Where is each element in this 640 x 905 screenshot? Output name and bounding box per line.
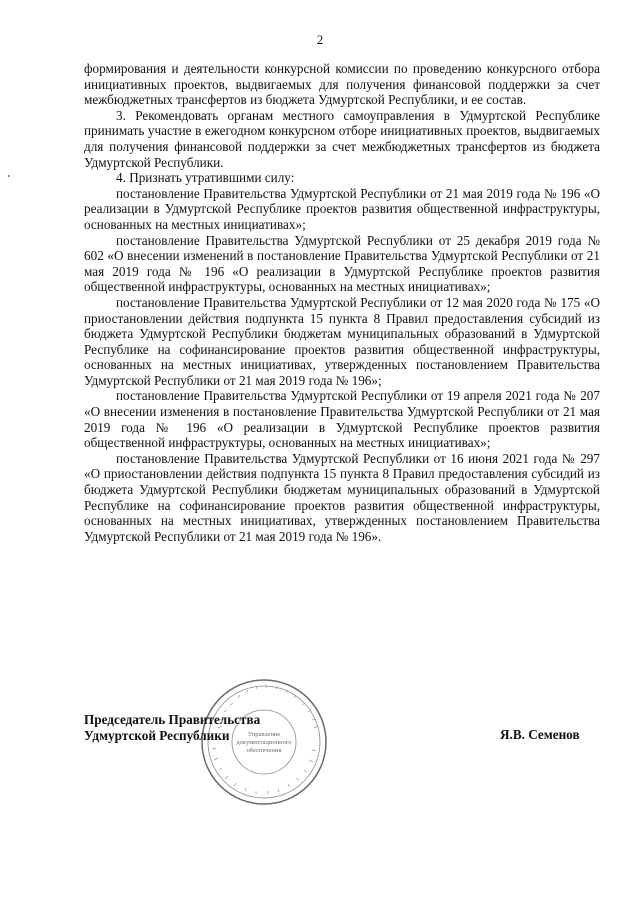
repealed-act-2: постановление Правительства Удмуртской Республики от 25 декабря 2019 года № 602 «О внесении изменений в постановление Правительства Удмуртской Республики от 21 мая 2019 года № 196 «О реализации в Удмуртской Республике проектов развития общественной инфраструктуры, основанных на местных инициативах»; xyxy=(84,232,600,295)
margin-mark xyxy=(8,175,10,177)
paragraph-item-4: 4. Признать утратившими силу: xyxy=(116,170,295,186)
repealed-act-5: постановление Правительства Удмуртской Республики от 16 июня 2021 года № 297 «О приостановлении действия подпункта 15 пункта 8 Правил предоставления субсидий из бюджета Удмуртской Республики бюджетам муниципальных образований в Удмуртской Республике на софинансирование проектов развития общественной инфраструктуры, основанных на местных инициативах, утвержденных постановлением Правительства Удмуртской Республики от 21 мая 2019 года № 196». xyxy=(84,450,600,544)
signatory-title-line-1: Председатель Правительства xyxy=(84,712,261,727)
repealed-act-1: постановление Правительства Удмуртской Республики от 21 мая 2019 года № 196 «О реализации в Удмуртской Республике проектов развития общественной инфраструктуры, основанных на местных инициативах»; xyxy=(84,185,600,232)
repealed-act-3: постановление Правительства Удмуртской Республики от 12 мая 2020 года № 175 «О приостановлении действия подпункта 15 пункта 8 Правил предоставления субсидий из бюджета Удмуртской Республики бюджетам муниципальных образований в Удмуртской Республике на софинансирование проектов развития общественной инфраструктуры, основанных на местных инициативах, утвержденных постановлением Правительства Удмуртской Республики от 21 мая 2019 года № 196»; xyxy=(84,294,600,388)
seal-text-line-3: обеспечения xyxy=(246,747,282,754)
seal-text-line-1: Управление xyxy=(247,731,281,738)
seal-text-line-2: документационного xyxy=(236,739,292,746)
signatory-title-line-2: Удмуртской Республики xyxy=(84,727,230,743)
document-body xyxy=(84,61,600,544)
repealed-act-4: постановление Правительства Удмуртской Республики от 19 апреля 2021 года № 207 «О внесении изменения в постановление Правительства Удмуртской Республики от 21 мая 2019 года № 196 «О реализации в Удмуртской Республике проектов развития общественной инфраструктуры, основанных на местных инициативах»; xyxy=(84,388,600,451)
page-number: 2 xyxy=(316,32,324,47)
signatory-name: Я.В. Семенов xyxy=(500,727,580,742)
paragraph-continuation: формирования и деятельности конкурсной комиссии по проведению конкурсного отбора инициативных проектов, выдвигаемых для получения финансовой поддержки за счет межбюджетных трансфертов из бюджета Удмуртской Республики, и ее состав. xyxy=(84,61,600,108)
paragraph-item-3: 3. Рекомендовать органам местного самоуправления в Удмуртской Республике принимать участие в ежегодном конкурсном отборе инициативных проектов, выдвигаемых для получения финансовой поддержки за счет межбюджетных трансфертов из бюджета Удмуртской Республики. xyxy=(84,107,600,170)
